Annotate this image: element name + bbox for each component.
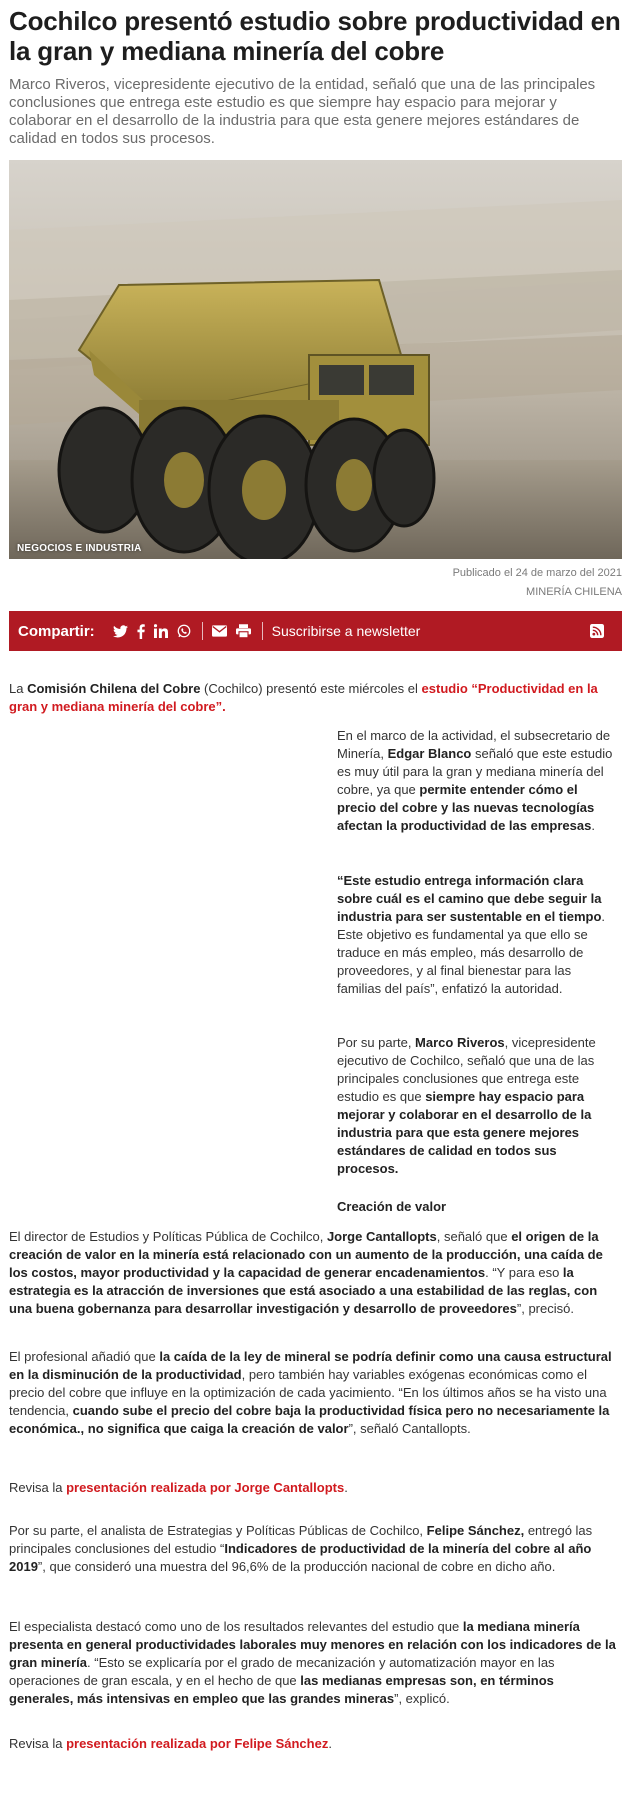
presentation-link-cantallopts[interactable]: presentación realizada por Jorge Cantallopts	[66, 1480, 345, 1495]
text: . “Y para eso	[485, 1265, 563, 1280]
bold-text: el origen de la creación de valor en la minería está relacionado con un aumento de la producción, una caída de los costos, mayor productividad y la capacidad de generar encadenamientos	[9, 1229, 603, 1280]
paragraph	[337, 1034, 617, 1178]
heading-text: Creación de valor	[337, 1199, 447, 1214]
text: , vicepresidente ejecutivo de Cochilco, señaló que una de las principales conclusiones que entrega este estudio es que	[337, 1035, 596, 1104]
text: .	[591, 818, 595, 833]
paragraph	[9, 1735, 617, 1753]
text: .	[328, 1736, 332, 1751]
text: (Cochilco) presentó este miércoles el	[200, 681, 422, 696]
share-label: Compartir:	[18, 622, 95, 640]
text: Revisa la	[9, 1480, 67, 1495]
paragraph	[9, 1479, 617, 1497]
text: ”, que consideró una muestra del 96,6% de la producción nacional de cobre en dicho año.	[37, 1559, 556, 1574]
print-icon[interactable]	[236, 624, 251, 638]
newsletter-link[interactable]: Suscribirse a newsletter	[271, 623, 421, 639]
text: , señaló que	[436, 1229, 512, 1244]
facebook-icon[interactable]	[137, 624, 145, 639]
hero-image	[9, 160, 622, 559]
text: .	[344, 1480, 348, 1495]
share-icons	[113, 622, 421, 640]
twitter-icon[interactable]	[113, 625, 128, 638]
bold-text: la mediana minería presenta en general productividades laborales muy menores en relación con los indicadores de la gran minería	[9, 1619, 616, 1670]
share-bar	[9, 611, 622, 651]
bold-text: Edgar Blanco	[387, 746, 472, 761]
text: Revisa la	[9, 1736, 67, 1751]
divider	[202, 622, 203, 640]
article-source: MINERÍA CHILENA	[526, 586, 622, 598]
paragraph	[9, 1522, 617, 1576]
paragraph	[337, 872, 617, 998]
bold-text: Felipe Sánchez,	[426, 1523, 525, 1538]
bold-text: la estrategia es la atracción de inversiones que está asociado a una estabilidad de las reglas, con una buena gobernanza para desarrollar investigación y desarrollo de proveedores	[9, 1265, 598, 1316]
text: señaló que este estudio es muy útil para la gran y mediana minería del cobre, ya que	[337, 746, 613, 797]
text: El profesional añadió que	[9, 1349, 160, 1364]
section-heading	[337, 1198, 617, 1216]
bold-text: la caída de la ley de mineral se podría definir como una causa estructural en la disminución de la productividad	[9, 1349, 612, 1382]
text: ”, señaló Cantallopts.	[348, 1421, 471, 1436]
paragraph	[9, 1228, 617, 1318]
bold-text: Marco Riveros	[415, 1035, 505, 1050]
linkedin-icon[interactable]	[154, 624, 168, 638]
bold-text: cuando sube el precio del cobre baja la productividad física pero no necesariamente la económica., no significa que caiga la creación de valor	[9, 1403, 610, 1436]
text: . “Esto se explicaría por el grado de mecanización y automatización mayor en las operaciones de gran escala, y en el hecho de que	[9, 1655, 555, 1688]
study-link[interactable]: estudio “Productividad en la gran y mediana minería del cobre”.	[9, 681, 598, 714]
text: El especialista destacó como uno de los resultados relevantes del estudio que	[9, 1619, 463, 1634]
bold-text: permite entender cómo el precio del cobre y las nuevas tecnologías afectan la productividad de las empresas	[337, 782, 595, 833]
bold-text: “Este estudio entrega información clara sobre cuál es el camino que debe seguir la industria para ser sustentable en el tiempo	[337, 873, 602, 924]
email-icon[interactable]	[212, 625, 227, 637]
category-tag[interactable]: NEGOCIOS E INDUSTRIA	[17, 543, 142, 554]
text: , pero también hay variables exógenas económicas como el precio del cobre que influye en la optimización de cada yacimiento. “En los últimos años se ha visto una tendencia,	[9, 1367, 607, 1418]
text: El director de Estudios y Políticas Pública de Cochilco,	[9, 1229, 327, 1244]
paragraph	[9, 1348, 617, 1438]
article-summary: Marco Riveros, vicepresidente ejecutivo de la entidad, señaló que una de las principales conclusiones que entrega este estudio es que siempre hay espacio para mejorar y colaborar en el desarrollo de la industria para que esta genere mejores estándares de calidad en todos sus procesos.	[9, 76, 596, 147]
whatsapp-icon[interactable]	[177, 624, 191, 638]
bold-text: Comisión Chilena del Cobre	[27, 681, 201, 696]
text: Por su parte,	[337, 1035, 416, 1050]
article-title: Cochilco presentó estudio sobre productividad en la gran y mediana minería del cobre	[9, 6, 621, 66]
publish-date: Publicado el 24 de marzo del 2021	[452, 567, 622, 579]
paragraph	[9, 680, 609, 716]
text: . Este objetivo es fundamental ya que ello se traduce en más empleo, más desarrollo de proveedores, y al final bienestar para las familias del país”, enfatizó la autoridad.	[337, 909, 606, 996]
bold-text: Jorge Cantallopts	[326, 1229, 437, 1244]
text: Por su parte, el analista de Estrategias y Políticas Públicas de Cochilco,	[9, 1523, 427, 1538]
text: entregó las principales conclusiones del estudio “	[9, 1523, 593, 1556]
text: En el marco de la actividad, el subsecretario de Minería,	[337, 728, 611, 761]
divider	[262, 622, 263, 640]
presentation-link-sanchez[interactable]: presentación realizada por Felipe Sánchez	[66, 1736, 329, 1751]
article-meta	[9, 567, 622, 599]
mining-truck-photo	[9, 160, 622, 559]
text: ”, explicó.	[394, 1691, 450, 1706]
bold-text: siempre hay espacio para mejorar y colaborar en el desarrollo de la industria para que esta genere mejores estándares de calidad en todos sus procesos.	[337, 1089, 592, 1176]
paragraph	[9, 1618, 617, 1708]
text: ”, precisó.	[516, 1301, 574, 1316]
bold-text: las medianas empresas son, en términos generales, más intensivas en empleo que las grandes mineras	[9, 1673, 554, 1706]
rss-icon[interactable]	[590, 624, 604, 638]
text: La	[9, 681, 28, 696]
bold-text: Indicadores de productividad de la minería del cobre al año 2019	[9, 1541, 592, 1574]
paragraph	[337, 727, 617, 835]
